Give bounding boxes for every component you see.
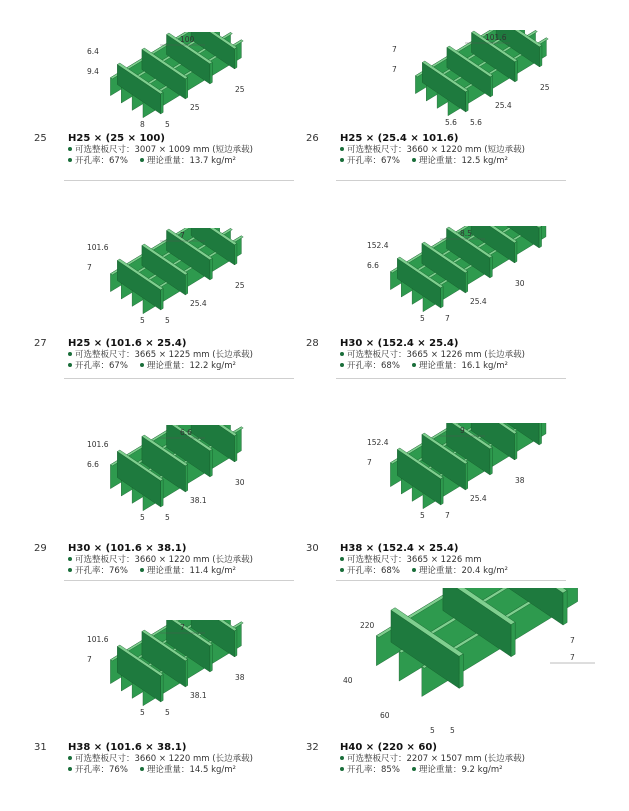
bullet-icon bbox=[68, 363, 72, 367]
item-caption bbox=[34, 543, 314, 583]
dimension-label: 38.1 bbox=[190, 496, 207, 505]
size-line: 可选整板尺寸：3660 × 1220 mm (长边承载) bbox=[68, 754, 253, 765]
cross-bar-end bbox=[161, 288, 163, 310]
bullet-icon bbox=[412, 568, 416, 572]
grating-drawing bbox=[376, 588, 580, 697]
bullet-icon bbox=[340, 363, 344, 367]
dimension-label: 7 bbox=[367, 458, 372, 467]
bullet-icon bbox=[340, 767, 344, 771]
row-divider bbox=[64, 580, 294, 581]
dimension-label: 5 bbox=[140, 316, 145, 325]
bullet-icon bbox=[140, 767, 144, 771]
dimension-label: 5 bbox=[140, 513, 145, 522]
grating-figure-32 bbox=[335, 588, 595, 738]
item-caption bbox=[306, 338, 586, 378]
dimension-label: 100 bbox=[180, 35, 195, 44]
cross-bar-end bbox=[465, 462, 467, 490]
cross-bar-end bbox=[465, 271, 467, 293]
item-number: 32 bbox=[306, 742, 319, 753]
cross-bar-end bbox=[161, 674, 163, 702]
item-number: 29 bbox=[34, 543, 47, 554]
item-number: 28 bbox=[306, 338, 319, 349]
dimension-label: 6.6 bbox=[180, 428, 192, 437]
dimension-label: 5 bbox=[420, 314, 425, 323]
model-title: H38 × (101.6 × 38.1) bbox=[68, 742, 187, 753]
item-number: 26 bbox=[306, 133, 319, 144]
dimension-label: 101.6 bbox=[87, 440, 109, 449]
dimension-label: 6.6 bbox=[87, 460, 99, 469]
item-number: 30 bbox=[306, 543, 319, 554]
model-title: H38 × (152.4 × 25.4) bbox=[340, 543, 459, 554]
cross-bar-end bbox=[515, 60, 517, 82]
dimension-label: 25 bbox=[235, 85, 245, 94]
cross-bar-end bbox=[466, 90, 468, 112]
dimension-label: 101.6 bbox=[87, 635, 109, 644]
grating-figure-29 bbox=[85, 425, 285, 525]
cross-bar-end bbox=[185, 464, 187, 492]
dimension-label: 8 bbox=[140, 120, 145, 129]
bullet-icon bbox=[68, 767, 72, 771]
dimension-label: 7 bbox=[445, 314, 450, 323]
size-line: 可选整板尺寸：3660 × 1220 mm (短边承载) bbox=[340, 145, 525, 156]
cross-bar-end bbox=[441, 286, 443, 308]
dimension-label: 5 bbox=[165, 513, 170, 522]
row-divider bbox=[336, 580, 566, 581]
spec-line: 开孔率：67% 理论重量：12.5 kg/m² bbox=[340, 156, 508, 167]
grating-figure-31 bbox=[85, 620, 285, 720]
dimension-label: 25 bbox=[190, 103, 200, 112]
dimension-label: 5 bbox=[165, 708, 170, 717]
item-caption bbox=[34, 742, 314, 782]
dimension-label: 5.6 bbox=[445, 118, 457, 127]
dimension-label: 9 bbox=[460, 426, 465, 435]
dimension-label: 38 bbox=[515, 476, 525, 485]
spec-line: 开孔率：68% 理论重量：16.1 kg/m² bbox=[340, 361, 508, 372]
dimension-label: 38.1 bbox=[190, 691, 207, 700]
dimension-label: 30 bbox=[515, 279, 525, 288]
cross-bar-end bbox=[235, 243, 237, 265]
row-divider bbox=[64, 378, 294, 379]
bullet-icon bbox=[340, 147, 344, 151]
spec-line: 开孔率：85% 理论重量：9.2 kg/m² bbox=[340, 765, 503, 776]
grating-figure-28 bbox=[365, 226, 565, 326]
dimension-label: 25 bbox=[540, 83, 550, 92]
dimension-label: 40 bbox=[343, 676, 353, 685]
size-line: 可选整板尺寸：3665 × 1225 mm (长边承载) bbox=[68, 350, 253, 361]
dimension-label: 101.6 bbox=[485, 33, 507, 42]
dimension-label: 5 bbox=[450, 726, 455, 735]
cross-bar-end bbox=[441, 477, 443, 505]
model-title: H40 × (220 × 60) bbox=[340, 742, 437, 753]
bullet-icon bbox=[140, 363, 144, 367]
dimension-label: 7 bbox=[392, 45, 397, 54]
cross-bar-end bbox=[161, 92, 163, 114]
dimension-label: 7 bbox=[180, 231, 185, 240]
bullet-icon bbox=[140, 158, 144, 162]
item-number: 27 bbox=[34, 338, 47, 349]
spec-line: 开孔率：68% 理论重量：20.4 kg/m² bbox=[340, 566, 508, 577]
bullet-icon bbox=[412, 158, 416, 162]
bullet-icon bbox=[68, 756, 72, 760]
grating-figure-25 bbox=[85, 32, 285, 132]
cross-bar-end bbox=[515, 241, 517, 263]
cross-bar-end bbox=[210, 449, 212, 477]
cross-bar-end bbox=[540, 45, 542, 67]
size-line: 可选整板尺寸：3665 × 1226 mm bbox=[340, 555, 482, 566]
cross-bar-end bbox=[539, 423, 541, 445]
spec-line: 开孔率：67% 理论重量：12.2 kg/m² bbox=[68, 361, 236, 372]
dimension-label: 5.6 bbox=[470, 118, 482, 127]
spec-line: 开孔率：67% 理论重量：13.7 kg/m² bbox=[68, 156, 236, 167]
bullet-icon bbox=[412, 363, 416, 367]
size-line: 可选整板尺寸：3665 × 1226 mm (长边承载) bbox=[340, 350, 525, 361]
spec-line: 开孔率：76% 理论重量：14.5 kg/m² bbox=[68, 765, 236, 776]
row-divider bbox=[336, 180, 566, 181]
row-divider bbox=[64, 180, 294, 181]
model-title: H30 × (101.6 × 38.1) bbox=[68, 543, 187, 554]
dimension-label: 5 bbox=[140, 708, 145, 717]
dimension-label: 7 bbox=[570, 636, 575, 645]
bullet-icon bbox=[340, 352, 344, 356]
item-number: 31 bbox=[34, 742, 47, 753]
cross-bar-end bbox=[210, 644, 212, 672]
dimension-label: 6.6 bbox=[367, 261, 379, 270]
dimension-label: 25 bbox=[235, 281, 245, 290]
dimension-label: 152.4 bbox=[367, 241, 389, 250]
dimension-label: 5 bbox=[165, 120, 170, 129]
cross-bar-end bbox=[210, 62, 212, 84]
dimension-label: 8.5 bbox=[460, 229, 472, 238]
dimension-label: 9.4 bbox=[87, 67, 99, 76]
size-line: 可选整板尺寸：2207 × 1507 mm (长边承载) bbox=[340, 754, 525, 765]
cross-bar-end bbox=[563, 591, 567, 626]
cross-bar-end bbox=[539, 226, 541, 248]
dimension-label: 60 bbox=[380, 711, 390, 720]
row-divider bbox=[336, 378, 566, 379]
model-title: H25 × (25 × 100) bbox=[68, 133, 165, 144]
cross-bar-end bbox=[490, 75, 492, 97]
dimension-label: 5 bbox=[165, 316, 170, 325]
bullet-icon bbox=[340, 557, 344, 561]
dimension-label: 25.4 bbox=[470, 297, 487, 306]
bullet-icon bbox=[68, 568, 72, 572]
bullet-icon bbox=[340, 756, 344, 760]
dimension-label: 38 bbox=[235, 673, 245, 682]
cross-bar-end bbox=[210, 258, 212, 280]
dimension-label: 25.4 bbox=[470, 494, 487, 503]
bullet-icon bbox=[68, 158, 72, 162]
grating-figure-27 bbox=[85, 228, 285, 328]
dimension-label: 152.4 bbox=[367, 438, 389, 447]
bullet-icon bbox=[68, 557, 72, 561]
bullet-icon bbox=[140, 568, 144, 572]
cross-bar-end bbox=[511, 622, 515, 657]
dimension-label: 7 bbox=[180, 623, 185, 632]
cross-bar-end bbox=[490, 447, 492, 475]
dimension-label: 5 bbox=[430, 726, 435, 735]
item-caption bbox=[34, 338, 314, 378]
dimension-label: 6.4 bbox=[87, 47, 99, 56]
cross-bar-end bbox=[185, 659, 187, 687]
cross-bar-end bbox=[235, 434, 237, 462]
dimension-label: 30 bbox=[235, 478, 245, 487]
bullet-icon bbox=[340, 568, 344, 572]
bullet-icon bbox=[340, 158, 344, 162]
cross-bar-end bbox=[185, 273, 187, 295]
grating-figure-30 bbox=[365, 423, 565, 523]
bullet-icon bbox=[68, 147, 72, 151]
model-title: H25 × (101.6 × 25.4) bbox=[68, 338, 187, 349]
cross-bar-end bbox=[459, 654, 463, 689]
size-line: 可选整板尺寸：3660 × 1220 mm (长边承载) bbox=[68, 555, 253, 566]
item-caption bbox=[34, 133, 314, 173]
dimension-label: 25.4 bbox=[190, 299, 207, 308]
dimension-label: 101.6 bbox=[87, 243, 109, 252]
cross-bar-end bbox=[235, 629, 237, 657]
dimension-label: 25.4 bbox=[495, 101, 512, 110]
model-title: H30 × (152.4 × 25.4) bbox=[340, 338, 459, 349]
bullet-icon bbox=[68, 352, 72, 356]
bullet-icon bbox=[412, 767, 416, 771]
item-caption bbox=[306, 543, 586, 583]
item-caption bbox=[306, 742, 586, 782]
cross-bar-end bbox=[185, 77, 187, 99]
dimension-label: 5 bbox=[420, 511, 425, 520]
cross-bar-end bbox=[515, 432, 517, 460]
size-line: 可选整板尺寸：3007 × 1009 mm (短边承载) bbox=[68, 145, 253, 156]
dimension-label: 220 bbox=[360, 621, 375, 630]
cross-bar-end bbox=[161, 479, 163, 507]
grating-figure-26 bbox=[390, 30, 590, 130]
dimension-label: 7 bbox=[570, 653, 575, 662]
cross-bar-end bbox=[490, 256, 492, 278]
dimension-label: 7 bbox=[445, 511, 450, 520]
dimension-label: 7 bbox=[392, 65, 397, 74]
item-number: 25 bbox=[34, 133, 47, 144]
spec-line: 开孔率：76% 理论重量：11.4 kg/m² bbox=[68, 566, 236, 577]
dimension-label: 7 bbox=[87, 263, 92, 272]
dimension-label: 7 bbox=[87, 655, 92, 664]
item-caption bbox=[306, 133, 586, 173]
cross-bar-end bbox=[235, 47, 237, 69]
model-title: H25 × (25.4 × 101.6) bbox=[340, 133, 459, 144]
